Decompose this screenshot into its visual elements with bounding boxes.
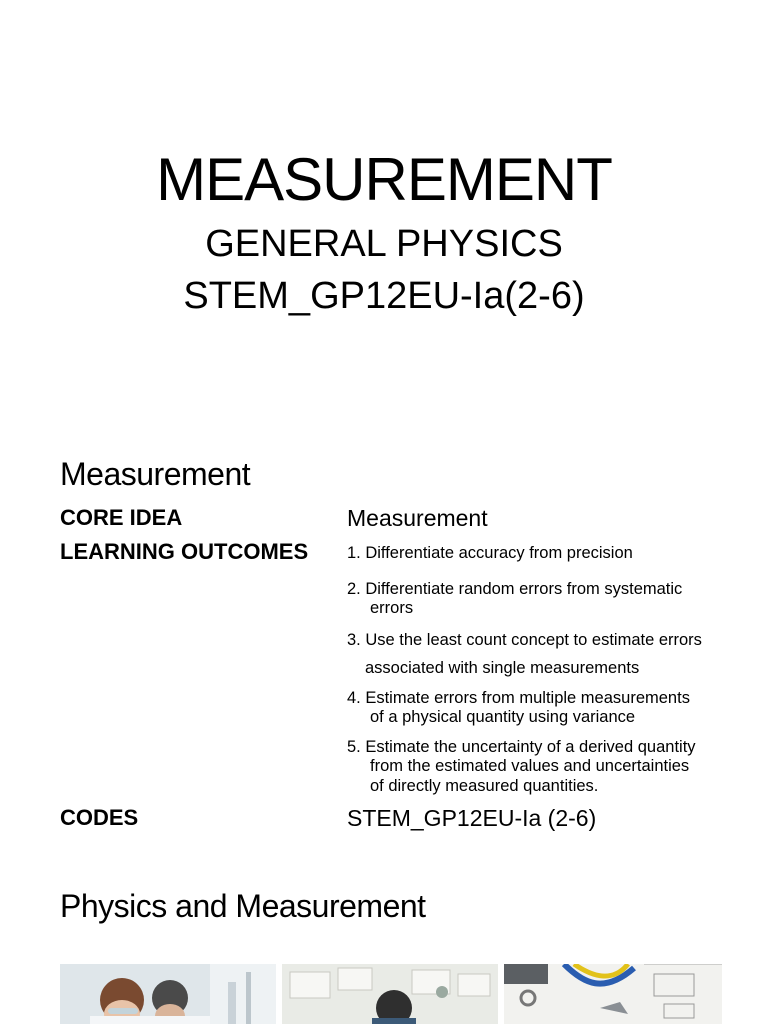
outcome-item — [347, 689, 767, 728]
outcome-item — [347, 544, 767, 564]
outcome-text-cont: of directly measured quantities. — [370, 776, 599, 795]
outcome-text-cont: from the estimated values and uncertainties — [370, 757, 690, 775]
lab-scientists-photo — [60, 964, 276, 1024]
outcome-text: 2. Differentiate random errors from systematic — [347, 579, 683, 598]
slide-title: MEASUREMENT — [156, 146, 612, 213]
outcomes-list — [347, 544, 767, 808]
outcome-item — [347, 631, 767, 679]
codes-value: STEM_GP12EU-Ia (2-6) — [347, 805, 597, 831]
slide-subtitle: GENERAL PHYSICS — [205, 223, 563, 265]
slide-code: STEM_GP12EU-Ia(2-6) — [183, 275, 585, 317]
title-slide — [0, 0, 768, 400]
outcome-text: 5. Estimate the uncertainty of a derived quantity — [347, 737, 696, 756]
tools-blueprint-photo — [504, 964, 722, 1024]
slide-heading: Measurement — [60, 456, 251, 492]
outcome-text: 3. Use the least count concept to estimate errors — [347, 630, 702, 649]
slide-heading: Physics and Measurement — [60, 888, 426, 924]
photo-strip — [60, 964, 722, 1024]
physics-measurement-slide — [0, 880, 768, 1024]
classroom-photo — [282, 964, 498, 1024]
outcome-text: 4. Estimate errors from multiple measurements — [347, 688, 690, 707]
outcome-text-cont: associated with single measurements — [365, 659, 640, 677]
learning-outcomes-slide — [0, 440, 768, 860]
codes-label: CODES — [60, 805, 139, 830]
core-idea-label: CORE IDEA — [60, 505, 183, 530]
outcome-text-cont: of a physical quantity using variance — [370, 708, 636, 726]
outcome-item — [347, 580, 767, 619]
core-idea-value: Measurement — [347, 505, 488, 531]
learning-outcomes-label: LEARNING OUTCOMES — [60, 539, 309, 564]
outcome-text-cont: errors — [370, 599, 414, 617]
outcome-item — [347, 738, 767, 797]
outcome-text: 1. Differentiate accuracy from precision — [347, 544, 633, 562]
